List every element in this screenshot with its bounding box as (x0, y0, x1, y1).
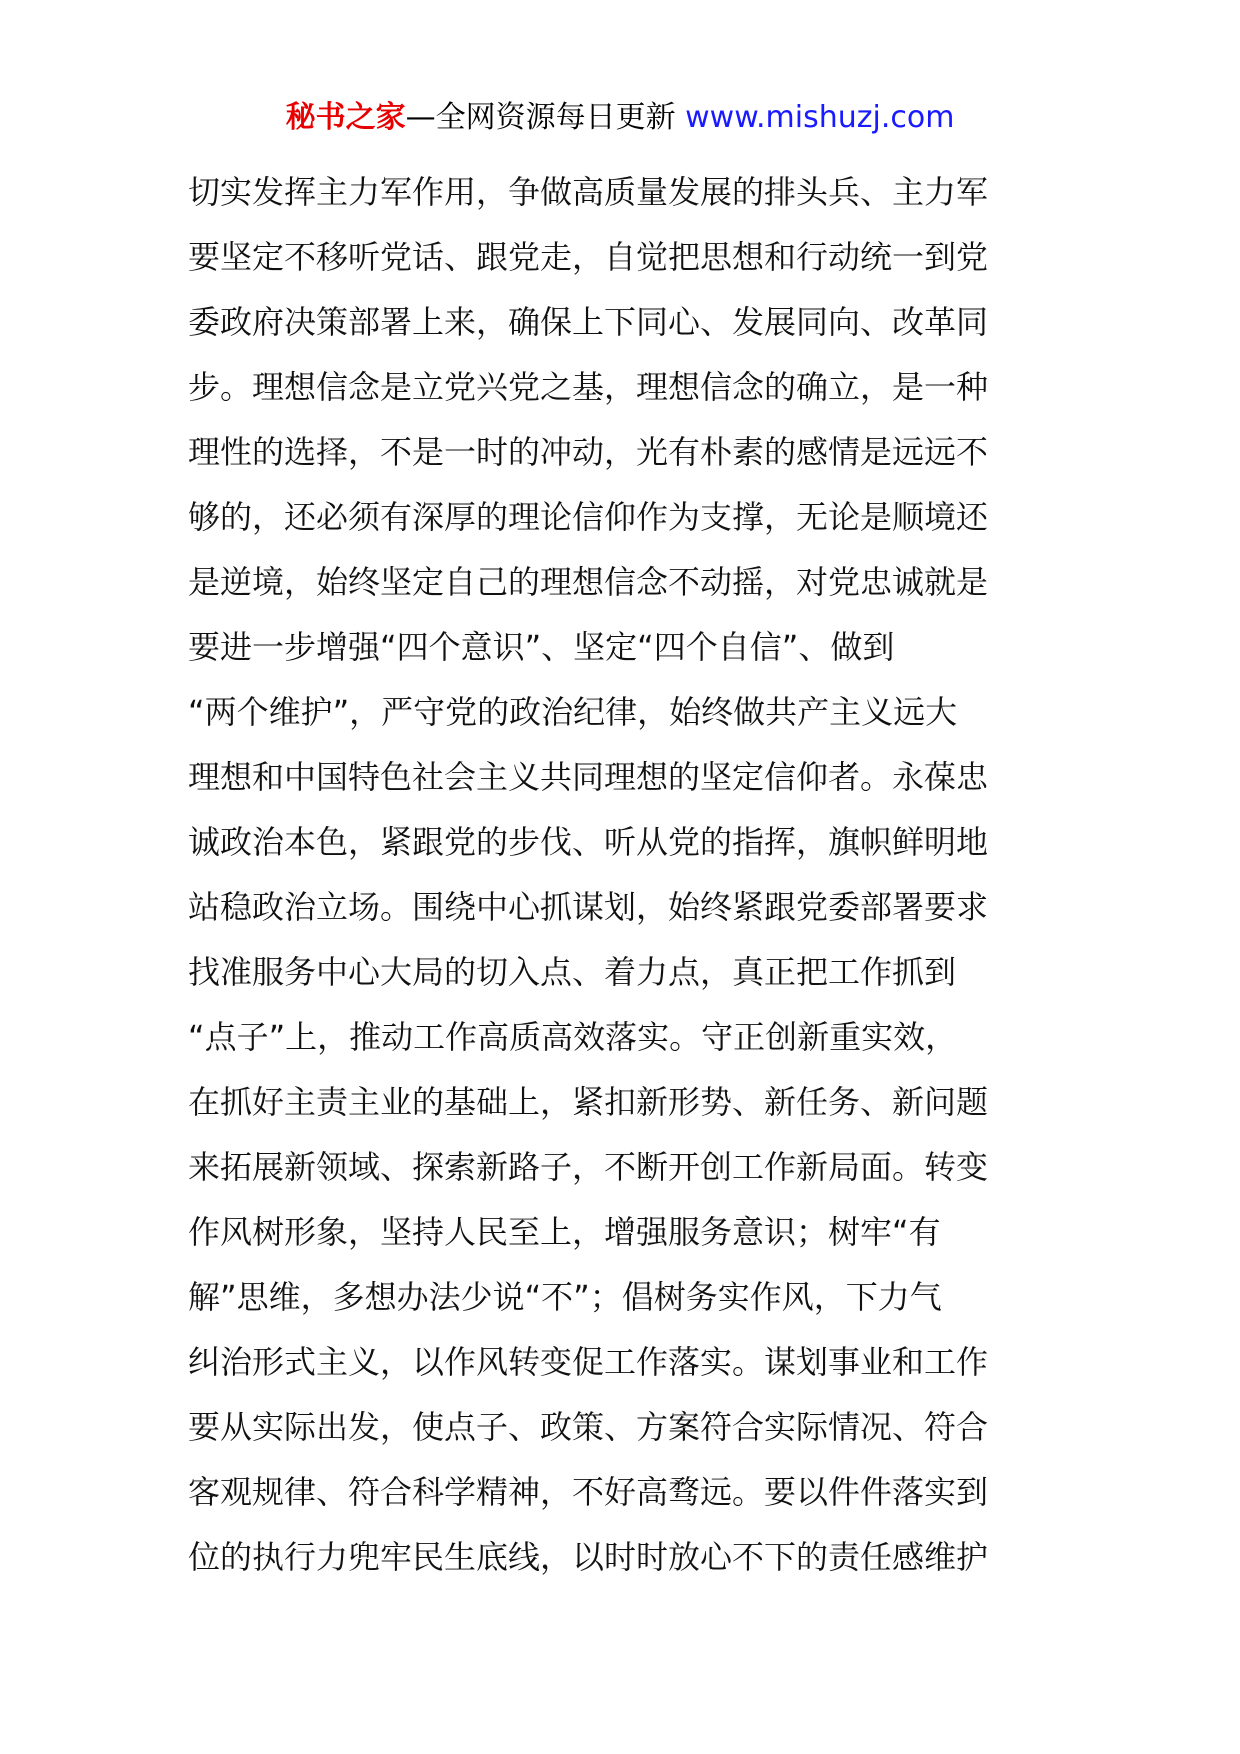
text-line: “点子”上，推动工作高质高效落实。守正创新重实效， (188, 1018, 958, 1056)
header-brand: 秘书之家 (285, 100, 406, 135)
text-line: 要坚定不移听党话、跟党走，自觉把思想和行动统一到党 (188, 238, 989, 276)
text-line: 够的，还必须有深厚的理论信仰作为支撑，无论是顺境还 (188, 498, 989, 536)
text-line: 委政府决策部署上来，确保上下同心、发展同向、改革同 (188, 303, 989, 341)
text-line: 诚政治本色，紧跟党的步伐、听从党的指挥，旗帜鲜明地 (188, 823, 989, 861)
page-header (0, 98, 1240, 138)
text-line: 切实发挥主力军作用，争做高质量发展的排头兵、主力军 (188, 173, 989, 211)
text-line: 步。理想信念是立党兴党之基，理想信念的确立，是一种 (188, 368, 989, 406)
text-line: 理想和中国特色社会主义共同理想的坚定信仰者。永葆忠 (188, 758, 989, 796)
text-line: 在抓好主责主业的基础上，紧扣新形势、新任务、新问题 (188, 1083, 989, 1121)
text-line: 是逆境，始终坚定自己的理想信念不动摇，对党忠诚就是 (188, 563, 989, 601)
text-line: 要进一步增强“四个意识”、坚定“四个自信”、做到 (188, 628, 895, 666)
text-line: 客观规律、符合科学精神，不好高骛远。要以件件落实到 (188, 1473, 989, 1511)
text-line: 纠治形式主义，以作风转变促工作落实。谋划事业和工作 (188, 1343, 989, 1381)
text-line: 来拓展新领域、探索新路子，不断开创工作新局面。转变 (188, 1148, 989, 1186)
text-line: 位的执行力兜牢民生底线，以时时放心不下的责任感维护 (188, 1538, 989, 1576)
text-line: 要从实际出发，使点子、政策、方案符合实际情况、符合 (188, 1408, 989, 1446)
body-text (188, 160, 1060, 1590)
text-line: 站稳政治立场。围绕中心抓谋划，始终紧跟党委部署要求 (188, 888, 989, 926)
header-url-link[interactable]: www.mishuzj.com (685, 100, 955, 135)
text-line: 找准服务中心大局的切入点、着力点，真正把工作抓到 (188, 953, 957, 991)
text-line: 作风树形象，坚持人民至上，增强服务意识；树牢“有 (188, 1213, 941, 1251)
text-line: 理性的选择，不是一时的冲动，光有朴素的感情是远远不 (188, 433, 989, 471)
header-tagline: —全网资源每日更新 (405, 100, 686, 135)
text-line: “两个维护”，严守党的政治纪律，始终做共产主义远大 (188, 693, 958, 731)
text-line: 解”思维，多想办法少说“不”；倡树务实作风，下力气 (188, 1278, 942, 1316)
